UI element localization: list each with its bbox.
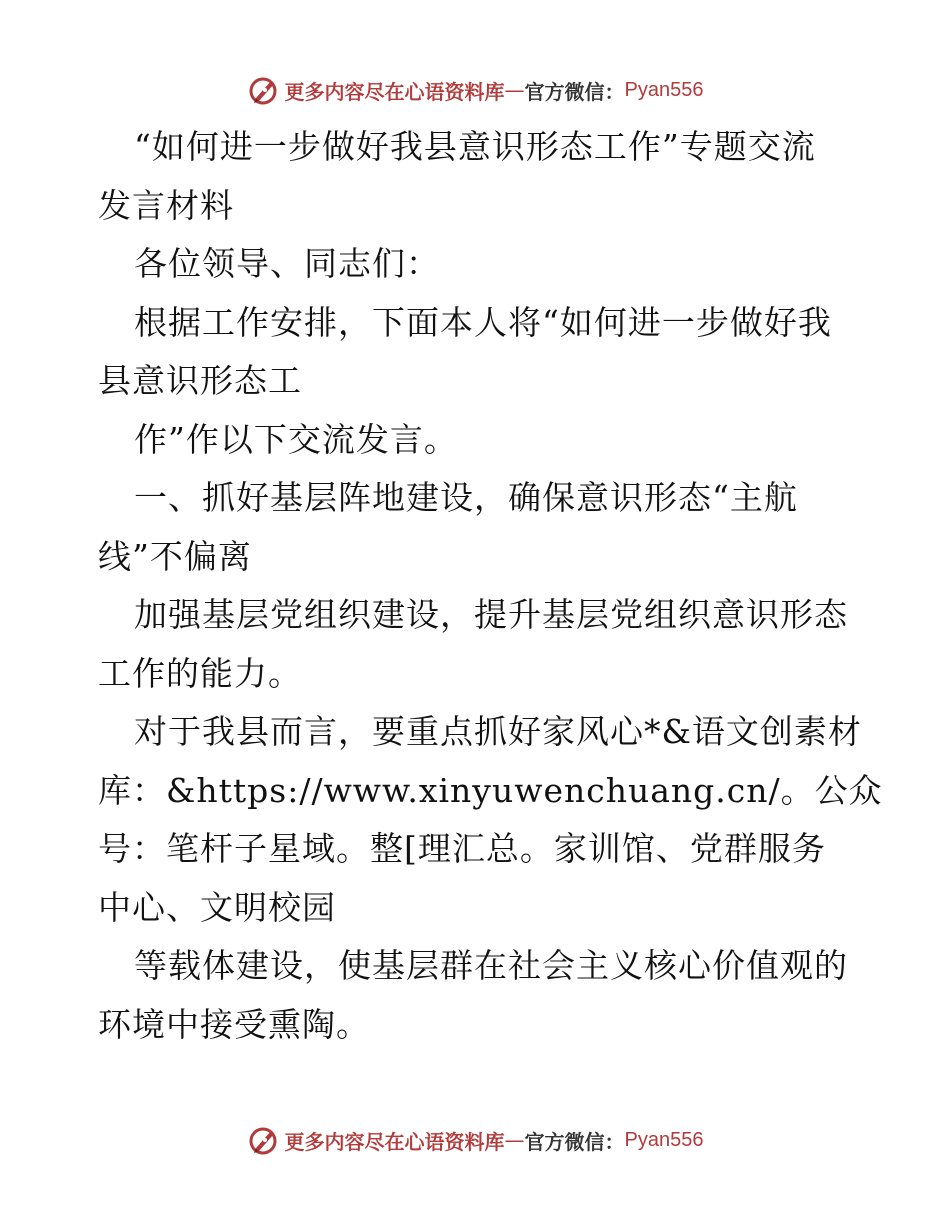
document-line: 加强基层党组织建设，提升基层党组织意识形态 xyxy=(134,595,848,634)
banner-separator: — xyxy=(504,1128,525,1152)
document-line: 县意识形态工 xyxy=(98,361,302,400)
document-line: 各位领导、同志们： xyxy=(134,244,440,283)
document-line: 等载体建设，使基层群在社会主义核心价值观的 xyxy=(134,946,848,985)
document-line: “如何进一步做好我县意识形态工作”专题交流 xyxy=(134,127,816,166)
document-line: 号：笔杆子星域。整[理汇总。家训馆、党群服务 xyxy=(98,829,826,868)
document-line: 根据工作安排，下面本人将“如何进一步做好我 xyxy=(134,302,832,342)
document-line: 线”不偏离 xyxy=(98,536,252,576)
document-line: 工作的能力。 xyxy=(98,653,302,693)
document-line: 环境中接受熏陶。 xyxy=(98,1004,370,1044)
banner-wechat-label: 官方微信： xyxy=(524,79,625,104)
pen-logo-icon xyxy=(247,74,279,106)
document-line: 对于我县而言，要重点抓好家风心*&语文创素材 xyxy=(134,712,862,751)
document-line: 发言材料 xyxy=(98,185,234,225)
document-line: 一、抓好基层阵地建设，确保意识形态“主航 xyxy=(134,478,798,517)
footer-banner xyxy=(0,1120,950,1160)
header-banner xyxy=(0,70,950,110)
banner-wechat-id: Pyan556 xyxy=(624,78,704,101)
banner-brand-text: 更多内容尽在心语资料库 xyxy=(284,1129,505,1154)
document-body xyxy=(98,118,883,1054)
banner-brand-text: 更多内容尽在心语资料库 xyxy=(284,79,505,104)
document-line: 中心、文明校园 xyxy=(98,887,336,927)
document-line: 作”作以下交流发言。 xyxy=(134,419,458,459)
banner-wechat-id: Pyan556 xyxy=(624,1128,704,1151)
pen-logo-icon xyxy=(247,1124,279,1156)
banner-separator: — xyxy=(504,78,525,102)
banner-wechat-label: 官方微信： xyxy=(524,1129,625,1154)
document-line: 库：&https://www.xinyuwenchuang.cn/。公众 xyxy=(98,770,883,810)
